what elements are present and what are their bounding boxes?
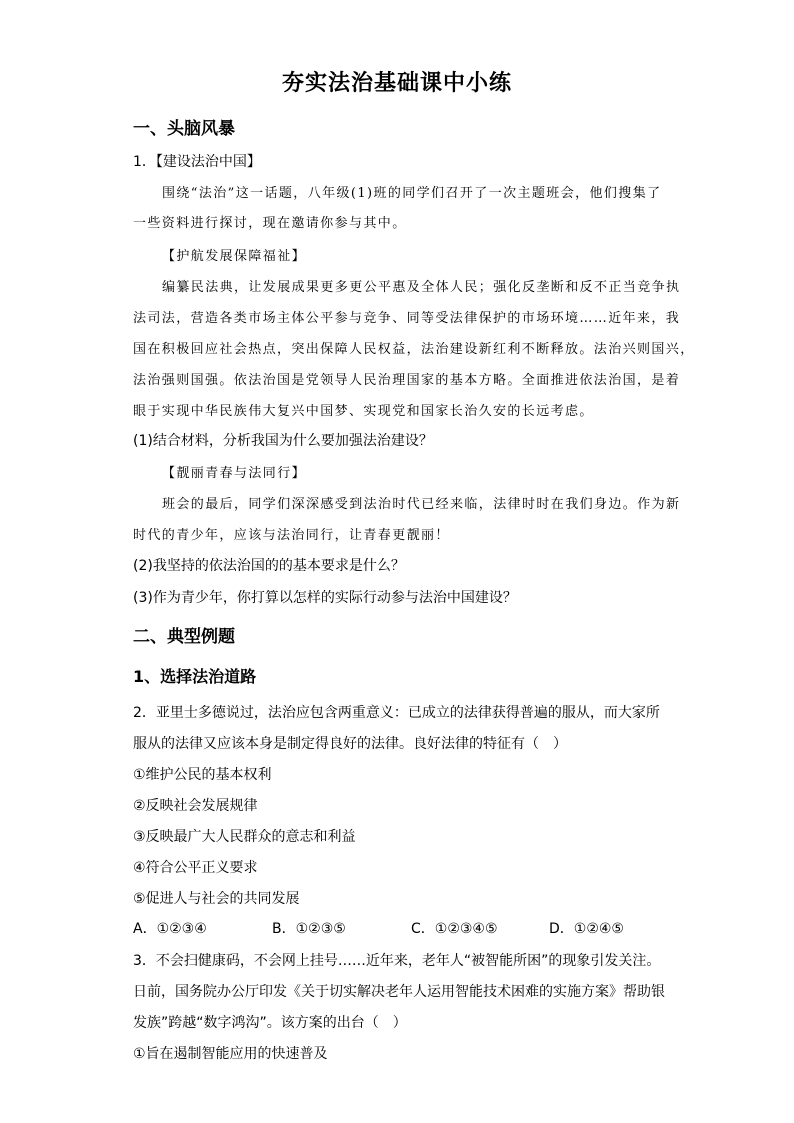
- option-item: ①旨在遏制智能应用的快速普及: [133, 1046, 328, 1062]
- question-3-line: 3．不会扫健康码，不会网上挂号……近年来，老年人“被智能所困”的现象引发关注。: [133, 953, 661, 969]
- option-item: ①维护公民的基本权利: [133, 767, 272, 783]
- section-heading-examples: 二、典型例题: [133, 627, 235, 647]
- page-title: 夯实法治基础课中小练: [281, 71, 512, 96]
- material-1-line: 法治强则国强。依法治国是党领导人民治理国家的基本方略。全面推进依法治国，是着: [133, 373, 681, 388]
- material-1-line: 国在积极回应社会热点，突出保障人民权益，法治建设新红利不断释放。法治兴则国兴，: [133, 342, 695, 357]
- intro-line: 围绕“法治”这一话题，八年级(1)班的同学们召开了一次主题班会，他们搜集了: [162, 186, 662, 201]
- choice-b: B．①②③⑤: [272, 921, 346, 937]
- sub-question-2: (2)我坚持的依法治国的的基本要求是什么？: [133, 558, 405, 574]
- choice-a: A．①②③④: [133, 921, 207, 937]
- option-item: ③反映最广大人民群众的意志和利益: [133, 829, 356, 845]
- material-1-line: 眼于实现中华民族伟大复兴中国梦、实现党和国家长治久安的长远考虑。: [133, 404, 594, 419]
- sub-question-3: (3)作为青少年，你打算以怎样的实际行动参与法治中国建设？: [133, 590, 517, 606]
- question-1-label: 1．【建设法治中国】: [133, 154, 261, 170]
- material-1-title: 【护航发展保障福祉】: [162, 249, 307, 264]
- subsection-heading: 1、选择法治道路: [133, 667, 257, 686]
- question-3-line: 日前，国务院办公厅印发《关于切实解决老年人运用智能技术困难的实施方案》帮助银: [133, 984, 665, 1000]
- intro-line: 一些资料进行探讨，现在邀请你参与其中。: [133, 216, 407, 231]
- question-3-line: 发族”跨越“数字鸿沟”。该方案的出台（ ）: [133, 1015, 407, 1031]
- option-item: ④符合公平正义要求: [133, 860, 258, 876]
- sub-question-1: (1)结合材料，分析我国为什么要加强法治建设？: [133, 433, 433, 449]
- material-2-title: 【靓丽青春与法同行】: [162, 466, 307, 481]
- option-item: ②反映社会发展规律: [133, 798, 258, 814]
- question-2-line: 2．亚里士多德说过，法治应包含两重意义：已成立的法律获得普遍的服从，而大家所: [133, 705, 660, 721]
- option-item: ⑤促进人与社会的共同发展: [133, 891, 300, 907]
- material-2-line: 班会的最后，同学们深深感受到法治时代已经来临，法律时时在我们身边。作为新: [162, 497, 681, 512]
- material-1-line: 法司法，营造各类市场主体公平参与竞争、同等受法律保护的市场环境……近年来，我: [133, 311, 681, 326]
- choice-c: C．①②③④⑤: [411, 921, 498, 937]
- choice-d: D．①②④⑤: [549, 921, 624, 937]
- question-2-line: 服从的法律又应该本身是制定得良好的法律。良好法律的特征有（ ）: [133, 736, 567, 752]
- material-2-line: 时代的青少年，应该与法治同行，让青春更靓丽！: [133, 528, 450, 543]
- section-heading-brainstorm: 一、头脑风暴: [133, 119, 235, 139]
- material-1-line: 编纂民法典，让发展成果更多更公平惠及全体人民；强化反垄断和反不正当竞争执: [162, 280, 681, 295]
